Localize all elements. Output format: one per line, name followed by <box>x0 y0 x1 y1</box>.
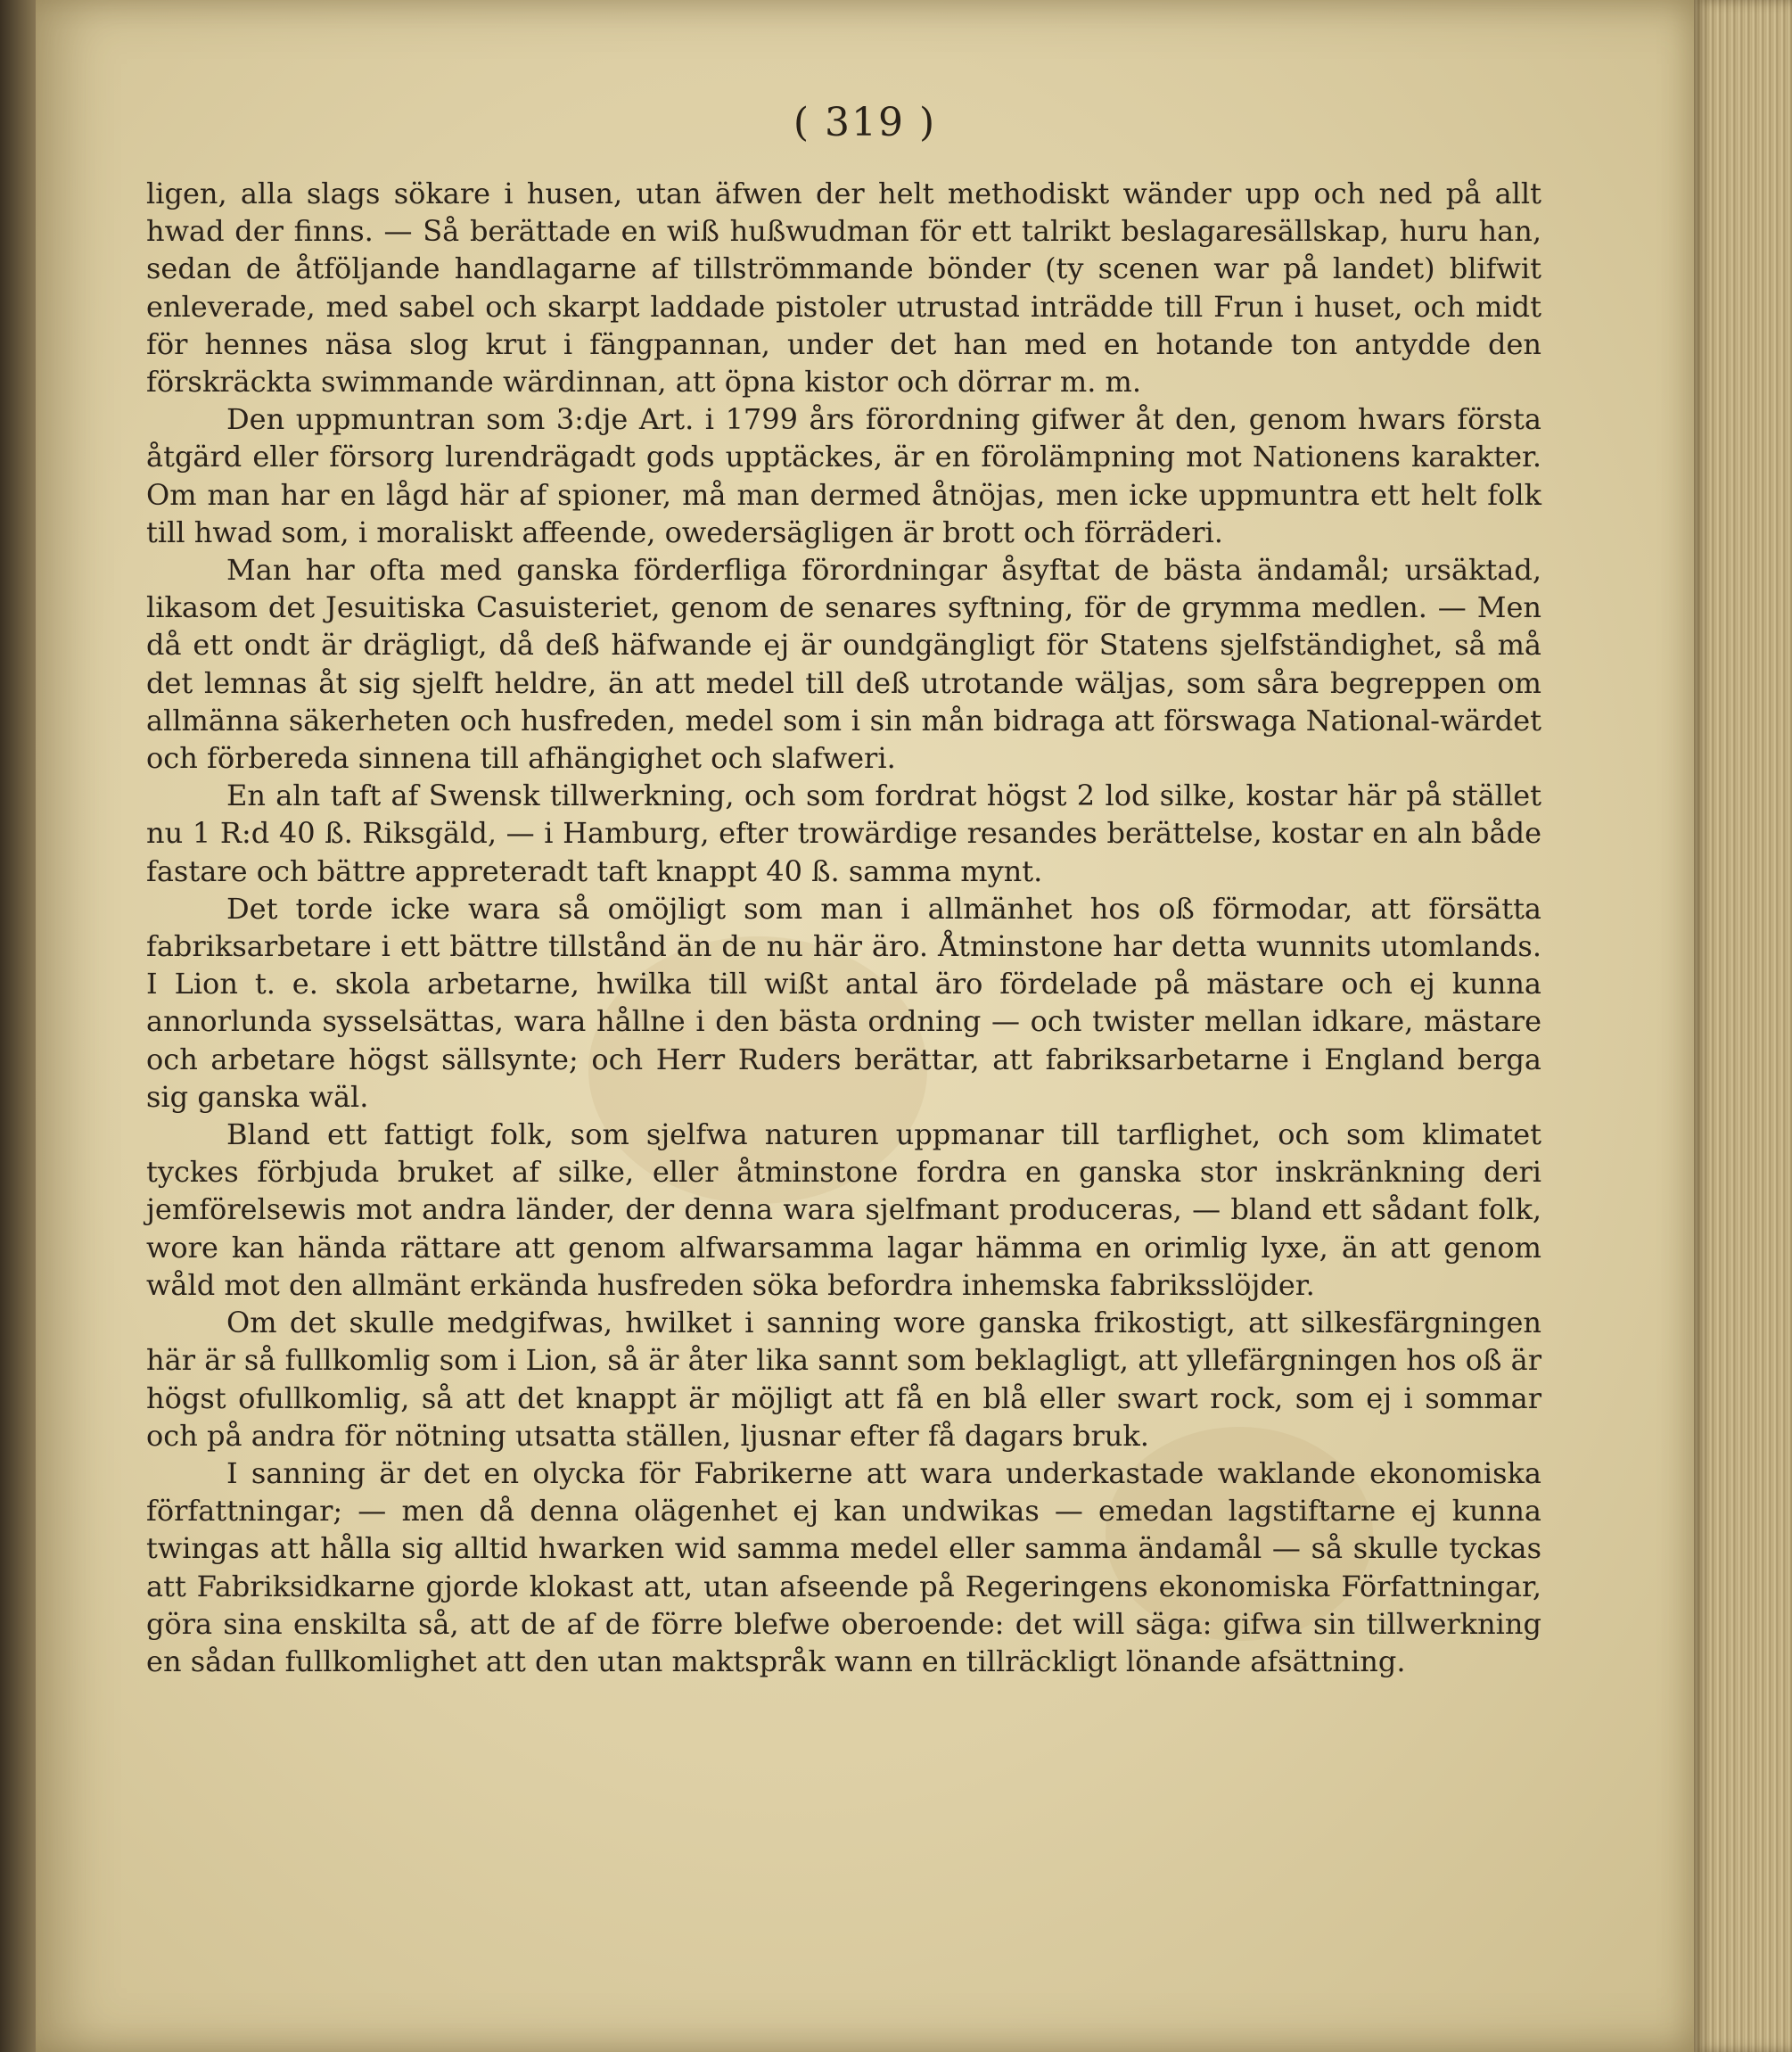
paragraph: ligen, alla slags sökare i husen, utan äfwen der helt methodiskt wänder upp och ned på allt hwad der finns. — Så berättade en wiß hußwudman för ett talrikt beslagaresällskap, huru han, sedan de åtföljande handlagarne af tillströmmande bönder (ty scenen war på landet) blifwit enleverade, med sabel och skarpt laddade pistoler utrustad inträdde till Frun i huset, och midt för hennes näsa slog krut i fängpannan, under det han med en hotande ton antydde den förskräckta swimmande wärdinnan, att öpna kistor och dörrar m. m. <box>146 177 1541 400</box>
page-number: ( 319 ) <box>793 100 937 145</box>
paragraph: Om det skulle medgifwas, hwilket i sanning wore ganska frikostigt, att silkesfärgningen här är så fullkomlig som i Lion, så är åter lika sannt som beklagligt, att yllefärgningen hos oß är högst ofullkomlig, så att det knappt är möjligt att få en blå eller swart rock, som ej i sommar och på andra för nötning utsatta ställen, ljusnar efter få dagars bruk. <box>146 1306 1541 1453</box>
paragraph: Den uppmuntran som 3:dje Art. i 1799 års förordning gifwer åt den, genom hwars första åtgärd eller försorg lurendrägadt gods upptäckes, är en förolämpning mot Nationens karakter. Om man har en lågd här af spioner, må man dermed åtnöjas, men icke uppmuntra ett helt folk till hwad som, i moraliskt affeende, owedersägligen är brott och förräderi. <box>146 402 1541 549</box>
page-edges <box>1694 0 1792 2052</box>
body-text <box>146 175 1541 1680</box>
paragraph: Bland ett fattigt folk, som sjelfwa naturen uppmanar till tarflighet, och som klimatet tyckes förbjuda bruket af silke, eller åtminstone fordra en ganska stor inskränkning deri jemförelsewis mot andra länder, der denna wara sjelfmant produceras, — bland ett sådant folk, wore kan hända rättare att genom alfwarsamma lagar hämma en orimlig lyxe, än att genom wåld mot den allmänt erkända husfreden söka befordra inhemska fabriksslöjder. <box>146 1117 1541 1302</box>
paragraph: Man har ofta med ganska förderfliga förordningar åsyftat de bästa ändamål; ursäktad, likasom det Jesuitiska Casuisteriet, genom de senares syftning, för de grymma medlen. — Men då ett ondt är drägligt, då deß häfwande ej är oundgängligt för Statens sjelfständighet, så må det lemnas åt sig sjelft heldre, än att medel till deß utrotande wäljas, som såra begreppen om allmänna säkerheten och husfreden, medel som i sin mån bidraga att förswaga National-wärdet och förbereda sinnena till afhängighet och slafweri. <box>146 553 1541 776</box>
paragraph: I sanning är det en olycka för Fabrikerne att wara underkastade waklande ekonomiska författningar; — men då denna olägenhet ej kan undwikas — emedan lagstiftarne ej kunna twingas att hålla sig alltid hwarken wid samma medel eller samma ändamål — så skulle tyckas att Fabriksidkarne gjorde klokast att, utan afseende på Regeringens ekonomiska Författningar, göra sina enskilta så, att de af de förre blefwe oberoende: det will säga: gifwa sin tillwerkning en sådan fullkomlighet att den utan maktspråk wann en tillräckligt lönande afsättning. <box>146 1455 1541 1678</box>
book-page <box>36 0 1694 2052</box>
paragraph: Det torde icke wara så omöjligt som man i allmänhet hos oß förmodar, att försätta fabriksarbetare i ett bättre tillstånd än de nu här äro. Åtminstone har detta wunnits utomlands. I Lion t. e. skola arbetarne, hwilka till wißt antal äro fördelade på mästare och ej kunna annorlunda sysselsättas, wara hållne i den bästa ordning — och twister mellan idkare, mästare och arbetare högst sällsynte; och Herr Ruders berättar, att fabriksarbetarne i England berga sig ganska wäl. <box>146 891 1541 1114</box>
paragraph: En aln taft af Swensk tillwerkning, och som fordrat högst 2 lod silke, kostar här på stället nu 1 R:d 40 ß. Riksgäld, — i Hamburg, efter trowärdige resandes berättelse, kostar en aln både fastare och bättre appreteradt taft knappt 40 ß. samma mynt. <box>146 779 1541 888</box>
